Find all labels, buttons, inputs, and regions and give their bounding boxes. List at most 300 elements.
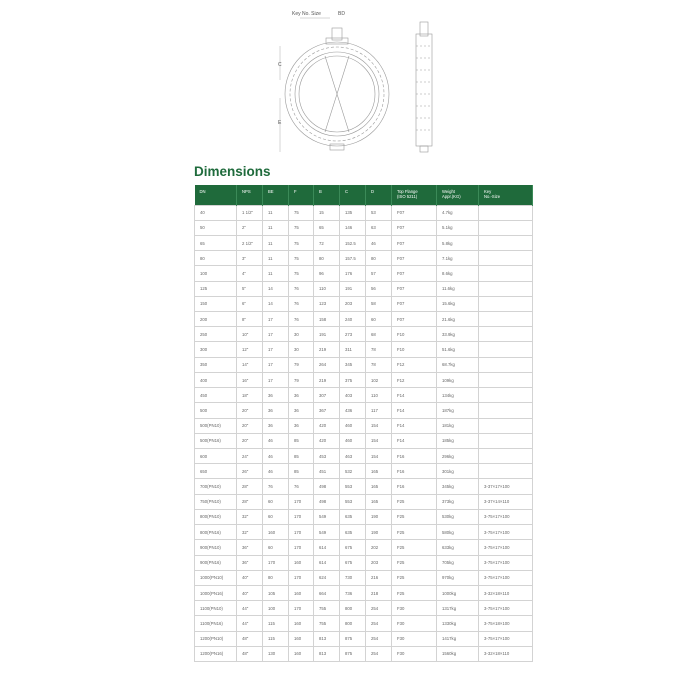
table-row [195,357,533,372]
table-cell: 50 [195,220,237,235]
table-cell: 48" [237,646,263,661]
table-cell: 8" [237,312,263,327]
table-cell [479,388,533,403]
table-cell: F14 [392,418,437,433]
table-cell [479,327,533,342]
table-cell: 460 [340,418,366,433]
table-cell: F07 [392,266,437,281]
table-cell: 36 [289,418,314,433]
table-cell [479,220,533,235]
table-cell: 264 [314,357,340,372]
table-cell: 311 [340,342,366,357]
table-cell: 5.1kg [437,220,479,235]
header-label: No.-Size [484,194,501,199]
table-row [195,266,533,281]
header-label: B [319,189,322,194]
table-cell: 117 [366,403,392,418]
table-cell: 75 [289,205,314,220]
top-flange-shape [326,38,348,44]
table-cell: 970kg [437,570,479,585]
table-cell: 68.7kg [437,357,479,372]
table-row [195,235,533,250]
table-cell: F07 [392,281,437,296]
table-row [195,585,533,600]
table-cell [479,449,533,464]
table-cell: 40" [237,570,263,585]
table-cell: 28" [237,479,263,494]
valve-technical-drawing [270,6,450,156]
table-cell: 755 [314,601,340,616]
table-cell: 80 [195,251,237,266]
table-row [195,616,533,631]
table-cell: 44" [237,601,263,616]
table-cell: 21.6kg [437,312,479,327]
table-cell: 1000kg [437,585,479,600]
disc-shape [325,56,349,132]
table-cell: 17 [263,342,289,357]
table-cell: 553 [340,479,366,494]
table-cell: 146 [340,220,366,235]
table-cell [479,433,533,448]
table-cell: 72 [314,235,340,250]
table-cell: 65 [195,235,237,250]
table-cell: 36 [263,418,289,433]
table-cell: 85 [289,433,314,448]
table-header-cell [392,185,437,205]
table-cell: 460 [340,433,366,448]
table-cell: 500(PN16) [195,433,237,448]
table-cell [479,418,533,433]
table-cell: 11 [263,251,289,266]
table-cell: 76 [289,312,314,327]
table-cell: 60 [263,509,289,524]
header-label: DN [199,189,206,194]
table-cell: 12" [237,342,263,357]
table-cell: 75 [289,235,314,250]
header-label: F [294,189,297,194]
table-cell: 53 [366,205,392,220]
table-cell: 33.9kg [437,327,479,342]
table-cell: 60 [366,312,392,327]
table-cell: 614 [314,540,340,555]
table-cell: 500(PN10) [195,418,237,433]
table-row [195,479,533,494]
table-cell [479,357,533,372]
table-cell [479,266,533,281]
table-cell: 26" [237,464,263,479]
table-cell: F16 [392,464,437,479]
table-cell: 219 [314,372,340,387]
side-bottom-shape [420,146,428,152]
table-cell: F25 [392,555,437,570]
valve-drawing-svg [270,6,450,156]
table-cell: 250 [195,327,237,342]
table-cell [479,312,533,327]
table-cell: F30 [392,616,437,631]
table-cell: 123 [314,296,340,311]
table-row [195,251,533,266]
table-cell: 254 [366,616,392,631]
table-cell: 403 [340,388,366,403]
table-cell: 170 [289,540,314,555]
table-row [195,220,533,235]
table-cell: 170 [263,555,289,570]
table-cell: 115 [263,616,289,631]
table-cell: 300 [195,342,237,357]
table-cell: 17 [263,327,289,342]
table-cell [479,235,533,250]
dimensions-table [194,185,533,662]
table-cell: 8.6kg [437,266,479,281]
table-row [195,646,533,661]
table-cell: F10 [392,342,437,357]
table-cell: 254 [366,631,392,646]
table-cell: 14 [263,281,289,296]
bottom-stub-shape [330,144,344,150]
table-cell: 157.5 [340,251,366,266]
table-header-cell [340,185,366,205]
table-cell: 3-37×17×100 [479,479,533,494]
table-header-cell [479,185,533,205]
table-cell: F07 [392,235,437,250]
table-cell: 705kg [437,555,479,570]
table-cell: 170 [289,509,314,524]
table-cell: 7.1kg [437,251,479,266]
table-row [195,312,533,327]
table-cell: 3-75×18×100 [479,616,533,631]
table-cell: 11 [263,205,289,220]
table-cell: F25 [392,494,437,509]
table-cell: 40" [237,585,263,600]
table-cell: 76 [289,479,314,494]
table-cell: 664 [314,585,340,600]
table-cell: 14" [237,357,263,372]
table-cell: 730 [340,570,366,585]
table-row [195,494,533,509]
table-cell: 3-32×18×110 [479,585,533,600]
table-cell: F16 [392,479,437,494]
table-cell: 14 [263,296,289,311]
table-row [195,433,533,448]
table-cell: 30 [289,342,314,357]
table-cell: F12 [392,372,437,387]
table-cell: 307 [314,388,340,403]
table-cell: F14 [392,433,437,448]
table-cell: 125 [195,281,237,296]
table-cell: 5" [237,281,263,296]
table-cell: 500 [195,403,237,418]
header-label: NPS [242,189,251,194]
table-cell: 549 [314,525,340,540]
table-cell: 170 [289,494,314,509]
table-cell: 750(PN10) [195,494,237,509]
table-cell: F30 [392,646,437,661]
table-cell: 498 [314,479,340,494]
table-header-cell [314,185,340,205]
table-cell: 875 [340,631,366,646]
table-cell: 800 [340,601,366,616]
header-label: Top Flange [397,189,418,194]
table-cell: 75 [289,266,314,281]
table-cell: 190 [366,509,392,524]
table-cell: 154 [366,449,392,464]
table-cell: F07 [392,296,437,311]
table-cell: 185kg [437,433,479,448]
header-label: C [345,189,349,194]
table-cell: 79 [289,357,314,372]
table-cell: F25 [392,570,437,585]
bd-label: BD [338,11,345,17]
table-cell: 463 [340,449,366,464]
table-cell: 160 [263,525,289,540]
table-cell: 3-75×17×100 [479,570,533,585]
table-header-cell [437,185,479,205]
table-cell: 75 [289,220,314,235]
table-cell: 76 [289,296,314,311]
table-cell: F25 [392,540,437,555]
table-cell: 451 [314,464,340,479]
table-row [195,327,533,342]
table-cell: 135 [340,205,366,220]
table-cell: 160 [289,631,314,646]
table-cell: 181kg [437,418,479,433]
table-cell: 160 [289,646,314,661]
table-cell: 2 1/2" [237,235,263,250]
table-row [195,205,533,220]
table-cell: F25 [392,509,437,524]
table-cell: F25 [392,525,437,540]
table-cell: 3-32×18×110 [479,646,533,661]
table-cell: 530kg [437,509,479,524]
table-cell: 635 [340,509,366,524]
table-cell: 191 [314,327,340,342]
table-cell: 96 [314,266,340,281]
table-cell: 549 [314,509,340,524]
table-cell: 68 [366,327,392,342]
table-cell: 46 [263,464,289,479]
table-cell: F07 [392,312,437,327]
table-cell: 273 [340,327,366,342]
table-row [195,281,533,296]
table-cell: F12 [392,357,437,372]
table-cell: 1000(PN16) [195,585,237,600]
table-cell: 11 [263,220,289,235]
table-cell: 373kg [437,494,479,509]
table-cell: 46 [263,449,289,464]
table-cell: 6" [237,296,263,311]
table-header-row [195,185,533,205]
table-cell: 15 [314,205,340,220]
table-cell: 63 [366,220,392,235]
table-cell: 296kg [437,449,479,464]
table-cell: 420 [314,418,340,433]
table-row [195,540,533,555]
table-cell: 65 [314,220,340,235]
table-cell: 3-75×17×100 [479,509,533,524]
table-cell: 20" [237,433,263,448]
table-cell: 813 [314,631,340,646]
table-cell: F14 [392,403,437,418]
table-row [195,372,533,387]
table-cell [479,296,533,311]
table-cell: 1317kg [437,601,479,616]
table-cell: 130 [263,646,289,661]
table-cell: 498 [314,494,340,509]
table-cell: 10" [237,327,263,342]
table-cell: 110 [314,281,340,296]
table-cell: F30 [392,631,437,646]
table-cell: 3" [237,251,263,266]
table-header-cell [289,185,314,205]
table-cell: 3-75×17×100 [479,601,533,616]
table-cell: 109kg [437,372,479,387]
table-cell: F16 [392,449,437,464]
table-cell [479,205,533,220]
table-cell: 170 [289,525,314,540]
table-cell: 20" [237,403,263,418]
table-cell: 800 [340,616,366,631]
header-label: Appr.(KG) [442,194,461,199]
table-cell: 46 [263,433,289,448]
table-cell: 187kg [437,403,479,418]
header-label: Weight [442,189,455,194]
table-cell: 675 [340,540,366,555]
table-cell: 36 [263,388,289,403]
table-cell: 17 [263,357,289,372]
table-cell: 3-75×17×100 [479,540,533,555]
table-cell: 400 [195,372,237,387]
table-cell: 18" [237,388,263,403]
table-cell: 675 [340,555,366,570]
table-cell: 11 [263,266,289,281]
table-cell [479,403,533,418]
table-cell: 80 [263,570,289,585]
table-cell [479,281,533,296]
table-cell: F14 [392,388,437,403]
table-row [195,509,533,524]
table-cell: 1000(PN10) [195,570,237,585]
table-cell: 85 [289,449,314,464]
table-cell: 1100(PN16) [195,616,237,631]
table-cell: 30 [289,327,314,342]
table-cell: 635 [340,525,366,540]
table-cell: 1417kg [437,631,479,646]
table-cell: 150 [195,296,237,311]
table-cell: 76 [289,281,314,296]
table-row [195,296,533,311]
table-cell: F10 [392,327,437,342]
table-cell: 160 [289,555,314,570]
table-cell: 60 [263,494,289,509]
table-cell: 60 [263,540,289,555]
table-cell: 650 [195,464,237,479]
table-cell: 700(PN10) [195,479,237,494]
table-cell: 301kg [437,464,479,479]
table-cell: 219 [314,342,340,357]
table-cell: 755 [314,616,340,631]
table-cell: 1200(PN10) [195,631,237,646]
table-cell: 152.5 [340,235,366,250]
table-cell: 176 [340,266,366,281]
table-cell: 134kg [437,388,479,403]
table-cell: 78 [366,342,392,357]
table-cell: 614 [314,555,340,570]
table-cell: 44" [237,616,263,631]
table-cell: 345kg [437,479,479,494]
table-cell: 51.6kg [437,342,479,357]
table-cell: 75 [289,251,314,266]
table-row [195,449,533,464]
table-header-cell [263,185,289,205]
table-cell: 367 [314,403,340,418]
table-cell: F25 [392,585,437,600]
table-cell: 56 [366,281,392,296]
table-cell: F07 [392,251,437,266]
table-cell: 624 [314,570,340,585]
table-cell: 36 [289,388,314,403]
table-cell: 450 [195,388,237,403]
table-cell: 78 [366,357,392,372]
table-cell: 420 [314,433,340,448]
table-cell: 254 [366,601,392,616]
table-cell: 36" [237,540,263,555]
table-cell: 218 [366,585,392,600]
table-header-cell [195,185,237,205]
table-cell: 3-75×17×100 [479,525,533,540]
table-row [195,418,533,433]
table-cell [479,342,533,357]
table-cell [479,464,533,479]
table-cell: 17 [263,312,289,327]
table-cell: 453 [314,449,340,464]
table-cell: 1 1/2" [237,205,263,220]
side-body-shape [416,34,432,146]
table-cell: 32" [237,509,263,524]
table-cell: 32" [237,525,263,540]
table-cell: 240 [340,312,366,327]
table-cell: 105 [263,585,289,600]
table-cell: 900(PN16) [195,555,237,570]
table-row [195,464,533,479]
table-cell: F07 [392,205,437,220]
table-cell: F30 [392,601,437,616]
table-cell: 800(PN10) [195,509,237,524]
table-cell: 100 [195,266,237,281]
table-cell [479,251,533,266]
dimensions-heading: Dimensions [194,164,271,179]
table-cell: 80 [314,251,340,266]
table-cell: 1200(PN16) [195,646,237,661]
table-cell: 165 [366,494,392,509]
table-cell: 160 [289,616,314,631]
table-cell: 532 [340,464,366,479]
table-cell: 190 [366,525,392,540]
table-cell: 191 [340,281,366,296]
e-label: E [278,120,282,126]
table-cell: 203 [366,555,392,570]
table-cell: 48" [237,631,263,646]
table-cell: 3-75×17×100 [479,631,533,646]
side-bolt-lines [416,46,432,130]
table-cell: 5.8kg [437,235,479,250]
table-cell: 375 [340,372,366,387]
table-row [195,388,533,403]
table-cell: 165 [366,479,392,494]
table-cell: 160 [289,585,314,600]
table-cell: 736 [340,585,366,600]
table-cell [479,372,533,387]
table-header-cell [366,185,392,205]
